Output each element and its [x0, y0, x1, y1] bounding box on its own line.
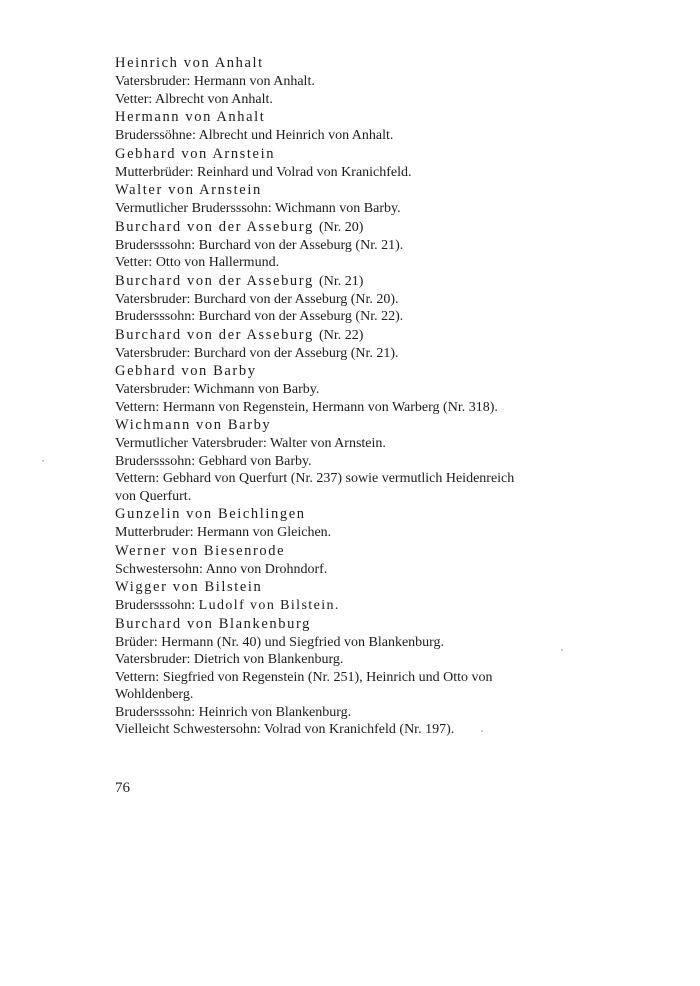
- entry-name: Wichmann von Barby: [115, 417, 272, 433]
- page-number: 76: [115, 780, 130, 796]
- relation-line: Vatersbruder: Burchard von der Asseburg (Nr. 21).: [115, 345, 399, 361]
- relation-line: Vettern: Hermann von Regenstein, Hermann von Warberg (Nr. 318).: [115, 399, 498, 415]
- relation-line: Vielleicht Schwestersohn: Volrad von Kranichfeld (Nr. 197).: [115, 722, 455, 737]
- entry-name: Burchard von der Asseburg (Nr. 20): [115, 218, 364, 235]
- relation-line: Vettern: Siegfried von Regenstein (Nr. 251), Heinrich und Otto von: [115, 669, 493, 685]
- relation-line: Wohldenberg.: [115, 687, 194, 702]
- spaced-name: Ludolf von Bilstein.: [198, 598, 340, 613]
- entry-hermann-von-anhalt: [115, 108, 585, 145]
- entry-number: (Nr. 22): [319, 327, 364, 343]
- relation-line: Mutterbruder: Hermann von Gleichen.: [115, 525, 332, 540]
- relation-line: Vatersbruder: Burchard von der Asseburg (Nr. 20).: [115, 291, 399, 307]
- relation-line: Vettern: Gebhard von Querfurt (Nr. 237) sowie vermutlich Heidenreich: [115, 471, 515, 486]
- entry-burchard-von-blankenburg: [115, 615, 585, 739]
- scan-speck: [561, 649, 563, 651]
- entry-gebhard-von-arnstein: [115, 145, 585, 182]
- relation-line: Brüder: Hermann (Nr. 40) und Siegfried von Blankenburg.: [115, 634, 445, 650]
- relation-line: Brudersssohn: Ludolf von Bilstein.: [115, 598, 340, 613]
- relation-line: Schwestersohn: Anno von Drohndorf.: [115, 561, 328, 577]
- relation-line: Bruderssöhne: Albrecht und Heinrich von Anhalt.: [115, 128, 394, 143]
- relation-line: Vermutlicher Brudersssohn: Wichmann von Barby.: [115, 201, 401, 216]
- entry-heinrich-von-anhalt: [115, 54, 585, 108]
- entry-number: (Nr. 20): [319, 219, 364, 235]
- entry-number: (Nr. 21): [319, 273, 364, 289]
- entry-gebhard-von-barby: [115, 362, 585, 416]
- entry-name: Walter von Arnstein: [115, 182, 262, 198]
- relation-line: Brudersssohn: Burchard von der Asseburg (Nr. 21).: [115, 237, 404, 253]
- scan-speck: [42, 460, 44, 462]
- relation-line: Brudersssohn: Heinrich von Blankenburg.: [115, 704, 352, 720]
- entry-name: Wigger von Bilstein: [115, 579, 263, 595]
- entry-name: Hermann von Anhalt: [115, 109, 266, 125]
- entry-walter-von-arnstein: [115, 181, 585, 218]
- relation-line: Vermutlicher Vatersbruder: Walter von Arnstein.: [115, 436, 386, 451]
- entry-burchard-von-der-asseburg-20: [115, 218, 585, 272]
- entry-name: Burchard von Blankenburg: [115, 615, 311, 632]
- relation-line: Vatersbruder: Hermann von Anhalt.: [115, 74, 315, 89]
- scan-speck: [481, 730, 483, 732]
- entry-werner-von-biesenrode: [115, 542, 585, 579]
- entry-gunzelin-von-beichlingen: [115, 505, 585, 542]
- entry-name: Gebhard von Barby: [115, 363, 257, 379]
- entry-burchard-von-der-asseburg-22: [115, 326, 585, 363]
- relation-line: Brudersssohn: Burchard von der Asseburg (Nr. 22).: [115, 309, 404, 324]
- entry-name: Burchard von der Asseburg (Nr. 22): [115, 326, 364, 343]
- entry-wigger-von-bilstein: [115, 578, 585, 615]
- entry-name: Gebhard von Arnstein: [115, 145, 276, 162]
- relation-line: Brudersssohn: Gebhard von Barby.: [115, 453, 312, 469]
- relation-line: von Querfurt.: [115, 488, 192, 504]
- relation-line: Vatersbruder: Wichmann von Barby.: [115, 382, 320, 397]
- relation-line: Mutterbrüder: Reinhard und Volrad von Kranichfeld.: [115, 164, 412, 180]
- relation-line: Vetter: Albrecht von Anhalt.: [115, 91, 273, 107]
- page-content: [115, 54, 585, 739]
- entry-name: Heinrich von Anhalt: [115, 55, 264, 71]
- entry-name: Werner von Biesenrode: [115, 542, 286, 559]
- entry-burchard-von-der-asseburg-21: [115, 272, 585, 326]
- relation-line: Vetter: Otto von Hallermund.: [115, 255, 280, 270]
- relation-line: Vatersbruder: Dietrich von Blankenburg.: [115, 652, 344, 667]
- entry-wichmann-von-barby: [115, 416, 585, 505]
- entry-name: Burchard von der Asseburg (Nr. 21): [115, 272, 364, 289]
- entry-name: Gunzelin von Beichlingen: [115, 506, 306, 522]
